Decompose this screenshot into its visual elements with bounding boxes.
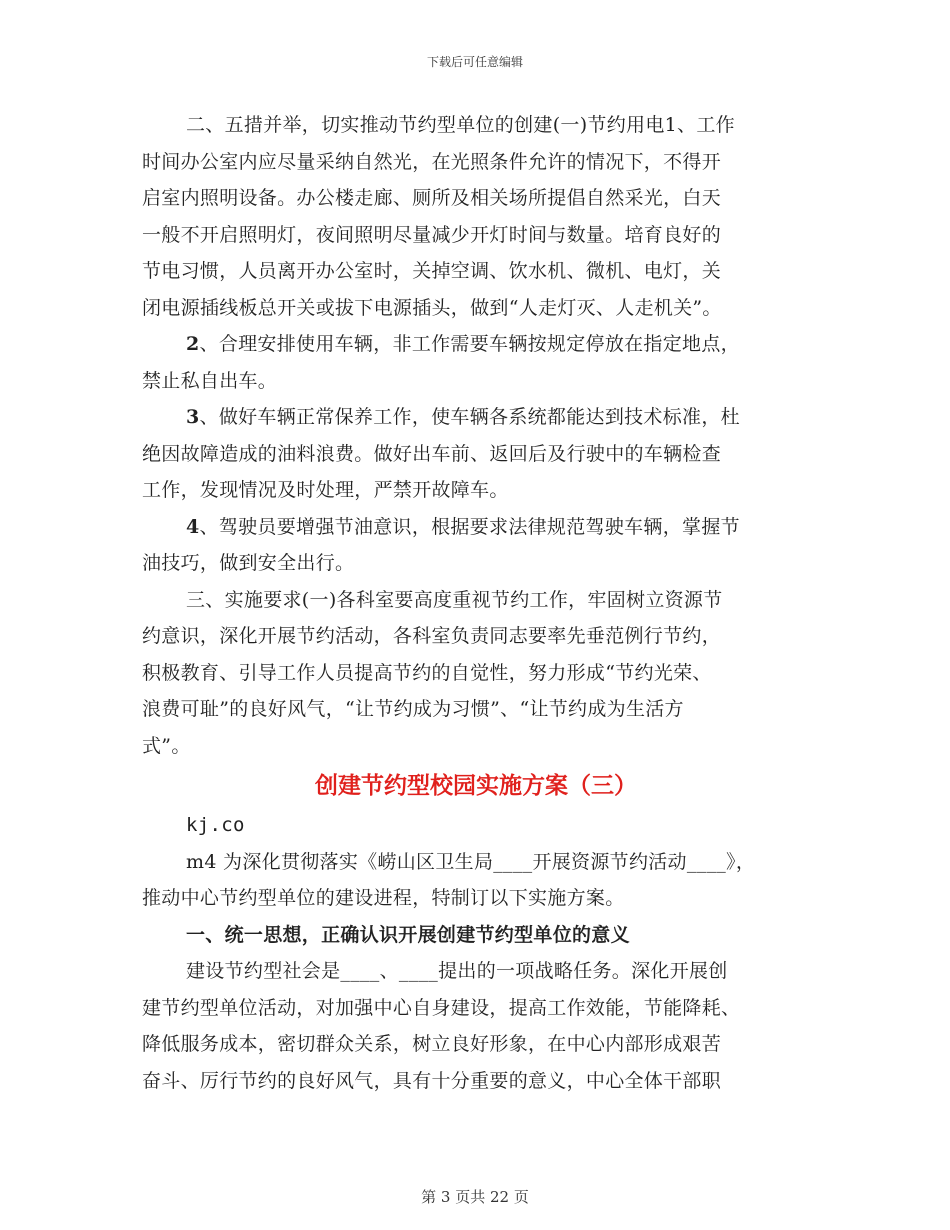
- item-2-paragraph: [142, 326, 810, 399]
- section-2-paragraph: [142, 107, 810, 326]
- intro-paragraph: [142, 844, 810, 917]
- text-line: 时间办公室内应尽量采纳自然光，在光照条件允许的情况下，不得开: [142, 150, 722, 173]
- text-line: 推动中心节约型单位的建设进程，特制订以下实施方案。: [142, 887, 625, 909]
- text-line: 式”。: [142, 734, 191, 757]
- text-line: 浪费可耻”的良好风气，“让节约成为习惯”、“让节约成为生活方: [142, 698, 684, 720]
- document-title: 创建节约型校园实施方案（三）: [315, 773, 637, 799]
- item-number: 2: [186, 333, 200, 355]
- item-text: 、做好车辆正常保养工作，使车辆各系统都能达到技术标准，杜: [199, 406, 740, 428]
- document-body: [142, 107, 810, 1099]
- text-line: [142, 399, 810, 436]
- text-line: 绝因故障造成的油料浪费。做好出车前、返回后及行驶中的车辆检查: [142, 442, 722, 465]
- text-line: 降低服务成本，密切群众关系，树立良好形象，在中心内部形成艰苦: [142, 1033, 722, 1055]
- page-header: 下载后可任意编辑: [426, 55, 523, 69]
- section-3-paragraph: [142, 582, 810, 765]
- text-line: 油技巧，做到安全出行。: [142, 552, 355, 574]
- item-text: 、合理安排使用车辆，非工作需要车辆按规定停放在指定地点，: [199, 333, 740, 355]
- heading-1: [142, 917, 810, 954]
- text-line: 积极教育、引导工作人员提高节约的自觉性，努力形成“节约光荣、: [142, 661, 712, 684]
- item-number: 4: [186, 515, 200, 538]
- item-3-paragraph: [142, 399, 810, 509]
- text-line: 一般不开启照明灯，夜间照明尽量减少开灯时间与数量。培育良好的: [142, 223, 722, 246]
- url-text: kj.co: [186, 814, 245, 836]
- item-4-paragraph: [142, 509, 810, 582]
- text-line: [142, 509, 810, 546]
- item-text: 、驾驶员要增强节油意识，根据要求法律规范驾驶车辆，掌握节: [199, 515, 740, 538]
- text-line: m4 为深化贯彻落实《崂山区卫生局____开展资源节约活动____》，: [186, 850, 756, 873]
- text-line: 约意识，深化开展节约活动，各科室负责同志要率先垂范例行节约，: [142, 625, 722, 647]
- url-paragraph: [142, 807, 810, 844]
- text-line: 闭电源插线板总开关或拔下电源插头，做到“人走灯灭、人走机关”。: [142, 296, 722, 319]
- text-line: 奋斗、厉行节约的良好风气，具有十分重要的意义，中心全体干部职: [142, 1069, 722, 1092]
- text-line: 节电习惯，人员离开办公室时，关掉空调、饮水机、微机、电灯，关: [142, 260, 722, 282]
- item-number: 3: [186, 406, 200, 428]
- text-line: 三、实施要求(一)各科室要高度重视节约工作，牢固树立资源节: [186, 588, 723, 611]
- text-line: 禁止私自出车。: [142, 369, 278, 392]
- section-1-paragraph: [142, 953, 810, 1099]
- text-line: 建节约型单位活动，对加强中心自身建设，提高工作效能，节能降耗、: [142, 996, 741, 1019]
- page-footer: 第 3 页共 22 页: [421, 1188, 529, 1206]
- text-line: 建设节约型社会是____、____提出的一项战略任务。深化开展创: [186, 960, 728, 982]
- text-line: [142, 326, 810, 363]
- text-line: 工作，发现情况及时处理，严禁开故障车。: [142, 479, 509, 501]
- text-line: 二、五措并举，切实推动节约型单位的创建(一)节约用电1、工作: [186, 114, 735, 136]
- text-line: 启室内照明设备。办公楼走廊、厕所及相关场所提倡自然采光，白天: [142, 187, 722, 209]
- section-heading: 一、统一思想，正确认识开展创建节约型单位的意义: [186, 923, 630, 946]
